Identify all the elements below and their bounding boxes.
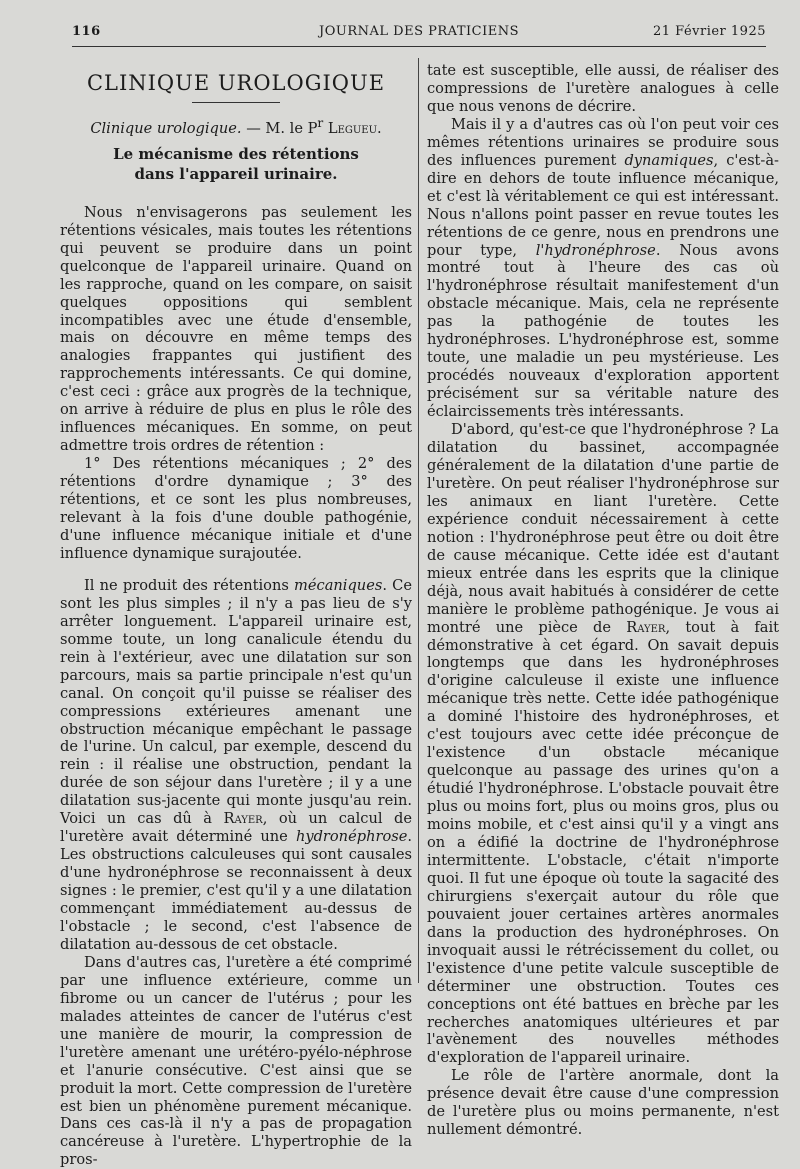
page-number: 116 bbox=[72, 24, 101, 39]
column-divider bbox=[418, 58, 419, 983]
article-title-line-1: Le mécanisme des rétentions bbox=[113, 144, 359, 163]
paragraph: Dans d'autres cas, l'uretère a été comprimé par une influence extérieure, comme un fibrome ou un cancer de l'utérus ; pour les malades atteintes de cancer de l'utérus c'est une manière de mourir, la compression de l'uretère amenant une urétéro-pyélo-néphrose et l'anurie consécutive. C'est ainsi que se produit la mort. Cette compression de l'uretère est bien un phénomène purement mécanique. Dans ces cas-là il n'y a pas de propagation cancéreuse à l'uretère. L'hypertrophie de la pros- bbox=[60, 953, 412, 1169]
paragraph: Il ne produit des rétentions mécaniques. Ce sont les plus simples ; il n'y a pas lieu de s'y arrêter longuement. L'appareil urinaire est, somme toute, un long canalicule étendu du rein à l'extérieur, avec une dilatation sur son parcours, mais sa partie principale n'est qu'un canal. On conçoit qu'il puisse se réaliser des compressions extérieures amenant une obstruction mécanique empêchant le passage de l'urine. Un calcul, par exemple, descend du rein : il réalise une obstruction, pendant la durée de son séjour dans l'uretère ; il y a une dilatation sus-jacente qui monte jusqu'au rein. Voici un cas dû à Rayer, où un calcul de l'uretère avait déterminé une hydronéphrose. Les obstructions calculeuses qui sont causales d'une hydronéphrose se reconnaissent à deux signes : le premier, c'est qu'il y a une dilatation commençant immédiatement au-dessus de l'obstacle ; le second, c'est l'absence de dilatation au-dessous de cet obstacle. bbox=[60, 576, 412, 953]
byline-separator: — M. le P bbox=[241, 119, 318, 137]
paragraph: Le rôle de l'artère anormale, dont la présence devait être cause d'une compression de l'uretère plus ou moins permanente, n'est nullement démontré. bbox=[427, 1067, 779, 1139]
journal-title: JOURNAL DES PRATICIENS bbox=[319, 24, 519, 39]
byline-author: Legueu. bbox=[323, 119, 382, 137]
issue-date: 21 Février 1925 bbox=[652, 24, 766, 39]
left-column bbox=[60, 60, 412, 1169]
paragraph: D'abord, qu'est-ce que l'hydronéphrose ? La dilatation du bassinet, accompagnée généralement de la dilatation d'une partie de l'uretère. On peut réaliser l'hydronéphrose sur les animaux en liant l'uretère. Cette expérience conduit nécessairement à cette notion : l'hydronéphrose peut être ou doit être de cause mécanique. Cette idée est d'autant mieux entrée dans les esprits que la clinique déjà, nous avait habitués à considérer de cette manière le problème pathogénique. Je vous ai montré une pièce de Rayer, tout à fait démonstrative à cet égard. On savait depuis longtemps que dans les hydronéphroses d'origine calculeuse il existe une influence mécanique très nette. Cette idée pathogénique a dominé l'histoire des hydronéphroses, et c'est toujours avec cette idée préconçue de l'existence d'un obstacle mécanique quelconque au passage des urines qu'on a étudié l'hydronéphrose. L'obstacle pouvait être plus ou moins fort, plus ou moins gros, plus ou moins mobile, et c'est ainsi qu'il y a vingt ans on a édifié la doctrine de l'hydronéphrose intermittente. L'obstacle, c'était n'importe quoi. Il fut une époque où toute la sagacité des chirurgiens s'exerçait autour du rôle que pouvaient jouer certaines artères anormales dans la production des hydronéphroses. On invoquait aussi le rétrécissement du collet, ou l'existence d'une petite valcule susceptible de déterminer une obstruction. Toutes ces conceptions ont été battues en brèche par les recherches anatomiques ultérieures et par l'avènement des nouvelles méthodes d'exploration de l'appareil urinaire. bbox=[427, 421, 779, 1067]
section-title-rule bbox=[192, 102, 280, 103]
header-rule bbox=[72, 46, 766, 47]
byline-source: Clinique urologique. bbox=[90, 119, 242, 137]
paragraph: Nous n'envisagerons pas seulement les rétentions vésicales, mais toutes les rétentions qui peuvent se produire dans un point quelconque de l'appareil urinaire. Quand on les rapproche, quand on les compare, on saisit quelques oppositions qui semblent incompatibles avec une étude d'ensemble, mais on découvre en même temps des analogies frappantes qui justifient des rapprochements intéressants. Ce qui domine, c'est ceci : grâce aux progrès de la technique, on arrive à réduire de plus en plus le rôle des influences mécaniques. En somme, on peut admettre trois ordres de rétention : bbox=[60, 203, 412, 455]
article-title bbox=[60, 144, 412, 184]
right-column bbox=[427, 62, 779, 1139]
paragraph: Mais il y a d'autres cas où l'on peut voir ces mêmes rétentions urinaires se produire sous des influences purement dynamiques, c'est-à-dire en dehors de toute influence mécanique, et c'est là véritablement ce qui est intéressant. Nous n'allons point passer en revue toutes les rétentions de ce genre, nous en prendrons une pour type, l'hydronéphrose. Nous avons montré tout à l'heure des cas où l'hydronéphrose résultait manifestement d'un obstacle mécanique. Mais, cela ne représente pas la pathogénie de toutes les hydronéphroses. L'hydronéphrose est, somme toute, une maladie un peu mystérieuse. Les procédés nouveaux d'exploration apportent précisément sur sa véritable nature des éclaircissements très intéressants. bbox=[427, 115, 779, 421]
byline-sup: r bbox=[317, 116, 324, 130]
article-title-line-2: dans l'appareil urinaire. bbox=[134, 164, 338, 183]
paragraph: tate est susceptible, elle aussi, de réaliser des compressions de l'uretère analogues à celle que nous venons de décrire. bbox=[427, 62, 779, 115]
section-title: CLINIQUE UROLOGIQUE bbox=[86, 71, 386, 95]
byline bbox=[60, 115, 412, 138]
running-header bbox=[72, 24, 766, 44]
paragraph: 1° Des rétentions mécaniques ; 2° des rétentions d'ordre dynamique ; 3° des rétentions, et ce sont les plus nombreuses, relevant à la fois d'une double pathogénie, d'une influence mécanique initiale et d'une influence dynamique surajoutée. bbox=[60, 455, 412, 562]
